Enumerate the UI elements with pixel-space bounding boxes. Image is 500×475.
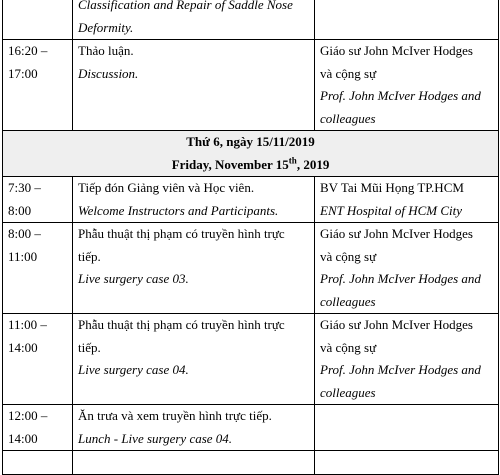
speaker-cell: [315, 405, 499, 451]
speaker-cell: Giáo sư John McIver Hodges và cộng sự Prof. John McIver Hodges and colleagues: [315, 40, 499, 131]
table-row-surgery4: [3, 314, 499, 405]
topic-cell: Classification and Repair of Saddle Nose Deformity.: [73, 0, 315, 40]
schedule-table: [2, 0, 499, 475]
time-cell: 11:00 – 14:00: [3, 314, 73, 405]
topic-cell: Ăn trưa và xem truyền hình trực tiếp. Lunch - Live surgery case 04.: [73, 405, 315, 451]
day-header-en: Friday, November 15th, 2019: [171, 155, 330, 172]
table-row-lunch: [3, 405, 499, 451]
speaker-cell: Giáo sư John McIver Hodges và cộng sự Prof. John McIver Hodges and colleagues: [315, 314, 499, 405]
table-row-welcome: [3, 177, 499, 223]
topic-cell: Phẫu thuật thị phạm có truyền hình trực tiếp. Live surgery case 04.: [73, 314, 315, 405]
topic-cell: Thảo luận. Discussion.: [73, 40, 315, 131]
time-cell: 16:20 – 17:00: [3, 40, 73, 131]
day-header-vi: Thứ 6, ngày 15/11/2019: [186, 134, 315, 149]
time-cell: 12:00 – 14:00: [3, 405, 73, 451]
speaker-cell: BV Tai Mũi Họng TP.HCM ENT Hospital of HCM City: [315, 177, 499, 223]
table-row-cutoff: [3, 451, 499, 475]
day-header-row: [3, 131, 499, 177]
day-header: [3, 131, 499, 177]
time-cell: 8:00 – 11:00: [3, 223, 73, 314]
topic-cell: Phẫu thuật thị phạm có truyền hình trực tiếp. Live surgery case 03.: [73, 223, 315, 314]
speaker-cell: Giáo sư John McIver Hodges và cộng sự Prof. John McIver Hodges and colleagues: [315, 223, 499, 314]
table-row-discussion: [3, 40, 499, 131]
table-row-continued: [3, 0, 499, 40]
topic-cell: Tiếp đón Giảng viên và Học viên. Welcome Instructors and Participants.: [73, 177, 315, 223]
table-row-surgery3: [3, 223, 499, 314]
time-cell: 7:30 – 8:00: [3, 177, 73, 223]
